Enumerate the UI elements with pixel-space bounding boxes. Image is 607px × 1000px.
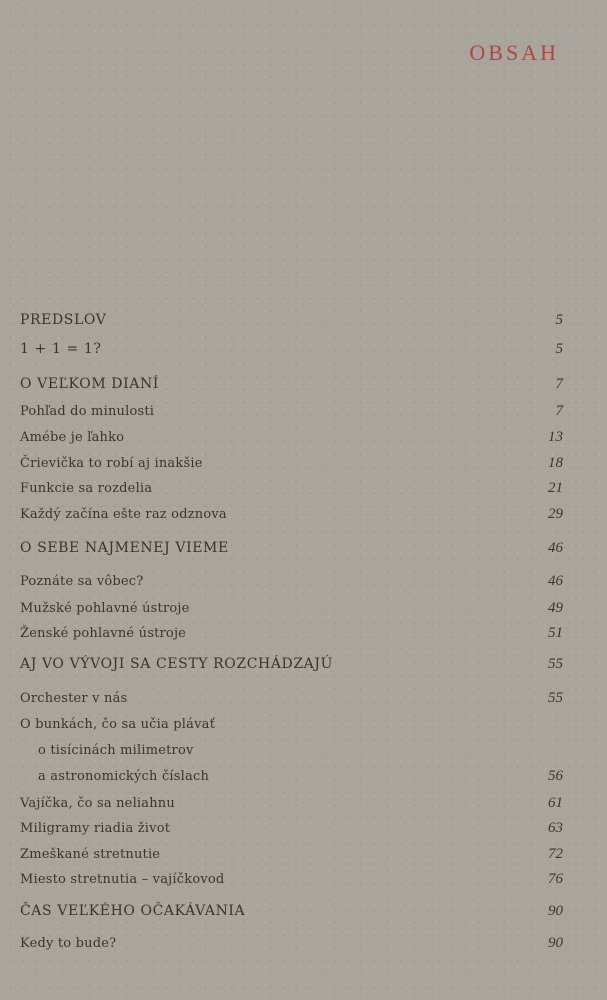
toc-entry-page: 61 bbox=[548, 795, 563, 811]
toc-entry-title: a astronomických číslach bbox=[38, 769, 210, 784]
toc-entry-page: 55 bbox=[548, 690, 563, 706]
toc-entry-title: Mužské pohlavné ústroje bbox=[20, 601, 190, 616]
toc-entry-page: 56 bbox=[548, 768, 563, 784]
toc-entry bbox=[20, 455, 563, 472]
toc-entry-title: ČAS VEĽKÉHO OČAKÁVANIA bbox=[20, 903, 246, 919]
toc-entry-title: AJ VO VÝVOJI SA CESTY ROZCHÁDZAJÚ bbox=[20, 656, 334, 672]
toc-entry-page: 90 bbox=[548, 935, 563, 951]
toc-entry bbox=[20, 903, 563, 920]
toc-entry-page: 46 bbox=[548, 573, 563, 589]
toc-entry-page: 5 bbox=[555, 312, 563, 328]
toc-entry bbox=[20, 540, 563, 557]
toc-entry bbox=[20, 656, 563, 673]
toc-entry-title: Kedy to bude? bbox=[20, 936, 117, 951]
toc-entry-page: 72 bbox=[548, 846, 563, 862]
toc-entry-page: 76 bbox=[548, 871, 563, 887]
toc-entry-page: 7 bbox=[555, 376, 563, 392]
toc-entry-page: 90 bbox=[548, 903, 563, 919]
toc-entry bbox=[20, 935, 563, 952]
toc-entry-title: Miesto stretnutia – vajíčkovod bbox=[20, 872, 225, 887]
toc-entry-title: 1 + 1 = 1? bbox=[20, 341, 102, 357]
toc-entry-title: Ženské pohlavné ústroje bbox=[20, 626, 187, 641]
toc-entry bbox=[20, 871, 563, 888]
toc-entry-title: O VEĽKOM DIANÍ bbox=[20, 376, 159, 392]
toc-entry bbox=[20, 600, 563, 617]
toc-entry-page: 13 bbox=[548, 429, 563, 445]
toc-entry-title: Amébe je ľahko bbox=[20, 430, 125, 445]
toc-entry bbox=[38, 768, 563, 785]
toc-entry bbox=[20, 376, 563, 393]
toc-entry bbox=[20, 506, 563, 523]
toc-entry bbox=[20, 429, 563, 446]
toc-entry bbox=[20, 403, 563, 420]
toc-entry bbox=[20, 820, 563, 837]
toc-entry bbox=[20, 341, 563, 358]
toc-entry-title: Každý začína ešte raz odznova bbox=[20, 507, 227, 522]
toc-entry bbox=[20, 625, 563, 642]
toc-entry-page: 63 bbox=[548, 820, 563, 836]
toc-entry-title: Miligramy riadia život bbox=[20, 821, 171, 836]
toc-entry-page: 5 bbox=[555, 341, 563, 357]
toc-entry bbox=[20, 846, 563, 863]
toc-entry bbox=[20, 795, 563, 812]
toc-entry bbox=[20, 717, 563, 732]
toc-entry-page: 21 bbox=[548, 480, 563, 496]
toc-entry bbox=[20, 690, 563, 707]
toc-entry bbox=[20, 312, 563, 329]
toc-entry bbox=[20, 480, 563, 497]
toc-entry-title: o tisícinách milimetrov bbox=[38, 743, 194, 758]
toc-entry-title: Pohľad do minulosti bbox=[20, 404, 155, 419]
toc-entry-title: Črievička to robí aj inakšie bbox=[20, 456, 203, 471]
toc-entry-page: 51 bbox=[548, 625, 563, 641]
toc-entry-page: 55 bbox=[548, 656, 563, 672]
toc-entry-page: 49 bbox=[548, 600, 563, 616]
toc-entry-title: Funkcie sa rozdelia bbox=[20, 481, 153, 496]
toc-entry-title: Poznáte sa vôbec? bbox=[20, 574, 144, 589]
toc-entry bbox=[20, 573, 563, 590]
toc-entry-title: Orchester v nás bbox=[20, 691, 128, 706]
toc-entry-page: 46 bbox=[548, 540, 563, 556]
toc-entry-title: O SEBE NAJMENEJ VIEME bbox=[20, 540, 229, 556]
toc-entry-title: O bunkách, čo sa učia plávať bbox=[20, 717, 216, 732]
toc-entry bbox=[38, 743, 563, 758]
toc-entry-page: 18 bbox=[548, 455, 563, 471]
toc-entry-title: Zmeškané stretnutie bbox=[20, 847, 161, 862]
toc-entry-page: 29 bbox=[548, 506, 563, 522]
toc-entry-title: PREDSLOV bbox=[20, 312, 107, 328]
page-title: OBSAH bbox=[469, 40, 559, 65]
toc-entry-title: Vajíčka, čo sa neliahnu bbox=[20, 796, 175, 811]
toc-entry-page: 7 bbox=[555, 403, 563, 419]
